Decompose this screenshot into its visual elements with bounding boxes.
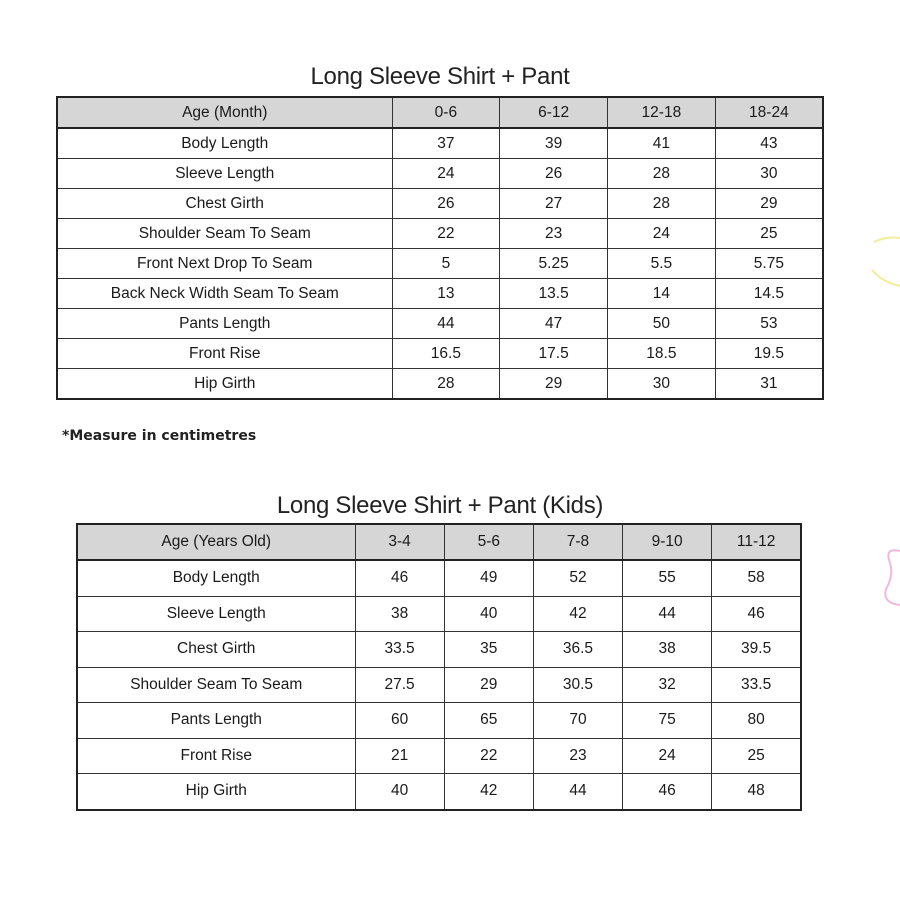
measurement-value: 41 bbox=[608, 128, 716, 159]
measurement-value: 39 bbox=[500, 128, 608, 159]
table-row bbox=[77, 703, 801, 739]
measurement-label: Chest Girth bbox=[77, 632, 355, 668]
measurement-value: 23 bbox=[500, 219, 608, 249]
measurement-value: 42 bbox=[444, 774, 533, 810]
measurement-value: 18.5 bbox=[608, 339, 716, 369]
table-row bbox=[77, 774, 801, 810]
header-size-column: 7-8 bbox=[533, 524, 622, 560]
measurement-value: 50 bbox=[608, 309, 716, 339]
measurement-value: 13.5 bbox=[500, 279, 608, 309]
table-row bbox=[57, 128, 823, 159]
measurement-value: 55 bbox=[623, 560, 712, 596]
measurement-value: 29 bbox=[444, 667, 533, 703]
measurement-value: 24 bbox=[392, 159, 500, 189]
measurement-value: 44 bbox=[623, 596, 712, 632]
measurement-value: 27.5 bbox=[355, 667, 444, 703]
measurement-value: 24 bbox=[623, 738, 712, 774]
measurement-label: Shoulder Seam To Seam bbox=[77, 667, 355, 703]
measurement-value: 60 bbox=[355, 703, 444, 739]
measurement-value: 36.5 bbox=[533, 632, 622, 668]
measurement-value: 58 bbox=[712, 560, 801, 596]
table1-title: Long Sleeve Shirt + Pant bbox=[310, 63, 570, 90]
measurement-label: Back Neck Width Seam To Seam bbox=[57, 279, 392, 309]
measurement-value: 40 bbox=[444, 596, 533, 632]
measurement-value: 29 bbox=[715, 189, 823, 219]
measurement-value: 39.5 bbox=[712, 632, 801, 668]
measurement-value: 28 bbox=[608, 159, 716, 189]
table-row bbox=[77, 560, 801, 596]
measurement-label: Pants Length bbox=[57, 309, 392, 339]
measurement-label: Sleeve Length bbox=[77, 596, 355, 632]
decorative-pink-doodle-icon bbox=[880, 545, 900, 610]
table-row bbox=[57, 189, 823, 219]
table-row bbox=[57, 309, 823, 339]
header-size-column: 18-24 bbox=[715, 97, 823, 128]
measurement-value: 29 bbox=[500, 369, 608, 400]
table-row bbox=[57, 339, 823, 369]
measurement-value: 14.5 bbox=[715, 279, 823, 309]
header-size-column: 0-6 bbox=[392, 97, 500, 128]
measurement-value: 5.5 bbox=[608, 249, 716, 279]
measurement-label: Shoulder Seam To Seam bbox=[57, 219, 392, 249]
header-size-column: 3-4 bbox=[355, 524, 444, 560]
size-table-months bbox=[56, 96, 824, 400]
measurement-value: 49 bbox=[444, 560, 533, 596]
table-row bbox=[57, 279, 823, 309]
measurement-note: *Measure in centimetres bbox=[62, 428, 257, 444]
table-row bbox=[57, 219, 823, 249]
measurement-value: 40 bbox=[355, 774, 444, 810]
measurement-value: 16.5 bbox=[392, 339, 500, 369]
measurement-value: 38 bbox=[623, 632, 712, 668]
header-size-column: 12-18 bbox=[608, 97, 716, 128]
measurement-label: Hip Girth bbox=[57, 369, 392, 400]
header-size-column: 6-12 bbox=[500, 97, 608, 128]
measurement-value: 14 bbox=[608, 279, 716, 309]
measurement-value: 31 bbox=[715, 369, 823, 400]
measurement-value: 33.5 bbox=[712, 667, 801, 703]
size-table-kids bbox=[76, 523, 802, 811]
measurement-label: Hip Girth bbox=[77, 774, 355, 810]
header-size-column: 9-10 bbox=[623, 524, 712, 560]
measurement-value: 30 bbox=[715, 159, 823, 189]
measurement-value: 48 bbox=[712, 774, 801, 810]
measurement-value: 5.75 bbox=[715, 249, 823, 279]
measurement-value: 46 bbox=[623, 774, 712, 810]
header-age-label: Age (Years Old) bbox=[77, 524, 355, 560]
table-row bbox=[77, 667, 801, 703]
measurement-value: 5.25 bbox=[500, 249, 608, 279]
measurement-value: 70 bbox=[533, 703, 622, 739]
measurement-value: 25 bbox=[712, 738, 801, 774]
measurement-label: Pants Length bbox=[77, 703, 355, 739]
measurement-value: 26 bbox=[500, 159, 608, 189]
table-row bbox=[57, 249, 823, 279]
measurement-label: Sleeve Length bbox=[57, 159, 392, 189]
measurement-value: 30.5 bbox=[533, 667, 622, 703]
table-row bbox=[77, 738, 801, 774]
table-header-row bbox=[77, 524, 801, 560]
measurement-value: 13 bbox=[392, 279, 500, 309]
measurement-value: 21 bbox=[355, 738, 444, 774]
measurement-value: 33.5 bbox=[355, 632, 444, 668]
header-size-column: 11-12 bbox=[712, 524, 801, 560]
measurement-value: 65 bbox=[444, 703, 533, 739]
measurement-value: 37 bbox=[392, 128, 500, 159]
measurement-value: 44 bbox=[533, 774, 622, 810]
measurement-value: 44 bbox=[392, 309, 500, 339]
measurement-label: Chest Girth bbox=[57, 189, 392, 219]
measurement-value: 52 bbox=[533, 560, 622, 596]
measurement-value: 42 bbox=[533, 596, 622, 632]
measurement-value: 80 bbox=[712, 703, 801, 739]
measurement-value: 38 bbox=[355, 596, 444, 632]
measurement-value: 5 bbox=[392, 249, 500, 279]
measurement-label: Body Length bbox=[77, 560, 355, 596]
measurement-label: Front Rise bbox=[77, 738, 355, 774]
measurement-value: 24 bbox=[608, 219, 716, 249]
table-row bbox=[77, 632, 801, 668]
table2-title: Long Sleeve Shirt + Pant (Kids) bbox=[276, 492, 604, 519]
measurement-value: 28 bbox=[608, 189, 716, 219]
measurement-label: Front Rise bbox=[57, 339, 392, 369]
table-row bbox=[77, 596, 801, 632]
measurement-value: 27 bbox=[500, 189, 608, 219]
measurement-value: 32 bbox=[623, 667, 712, 703]
measurement-value: 30 bbox=[608, 369, 716, 400]
header-size-column: 5-6 bbox=[444, 524, 533, 560]
table-row bbox=[57, 159, 823, 189]
measurement-value: 25 bbox=[715, 219, 823, 249]
measurement-value: 75 bbox=[623, 703, 712, 739]
measurement-value: 23 bbox=[533, 738, 622, 774]
measurement-value: 17.5 bbox=[500, 339, 608, 369]
measurement-value: 26 bbox=[392, 189, 500, 219]
measurement-value: 19.5 bbox=[715, 339, 823, 369]
measurement-value: 35 bbox=[444, 632, 533, 668]
table-header-row bbox=[57, 97, 823, 128]
measurement-value: 22 bbox=[444, 738, 533, 774]
measurement-label: Body Length bbox=[57, 128, 392, 159]
measurement-value: 22 bbox=[392, 219, 500, 249]
measurement-value: 43 bbox=[715, 128, 823, 159]
decorative-yellow-doodle-icon bbox=[868, 230, 900, 290]
measurement-value: 46 bbox=[355, 560, 444, 596]
table-row bbox=[57, 369, 823, 400]
measurement-label: Front Next Drop To Seam bbox=[57, 249, 392, 279]
measurement-value: 28 bbox=[392, 369, 500, 400]
header-age-label: Age (Month) bbox=[57, 97, 392, 128]
measurement-value: 46 bbox=[712, 596, 801, 632]
measurement-value: 53 bbox=[715, 309, 823, 339]
measurement-value: 47 bbox=[500, 309, 608, 339]
